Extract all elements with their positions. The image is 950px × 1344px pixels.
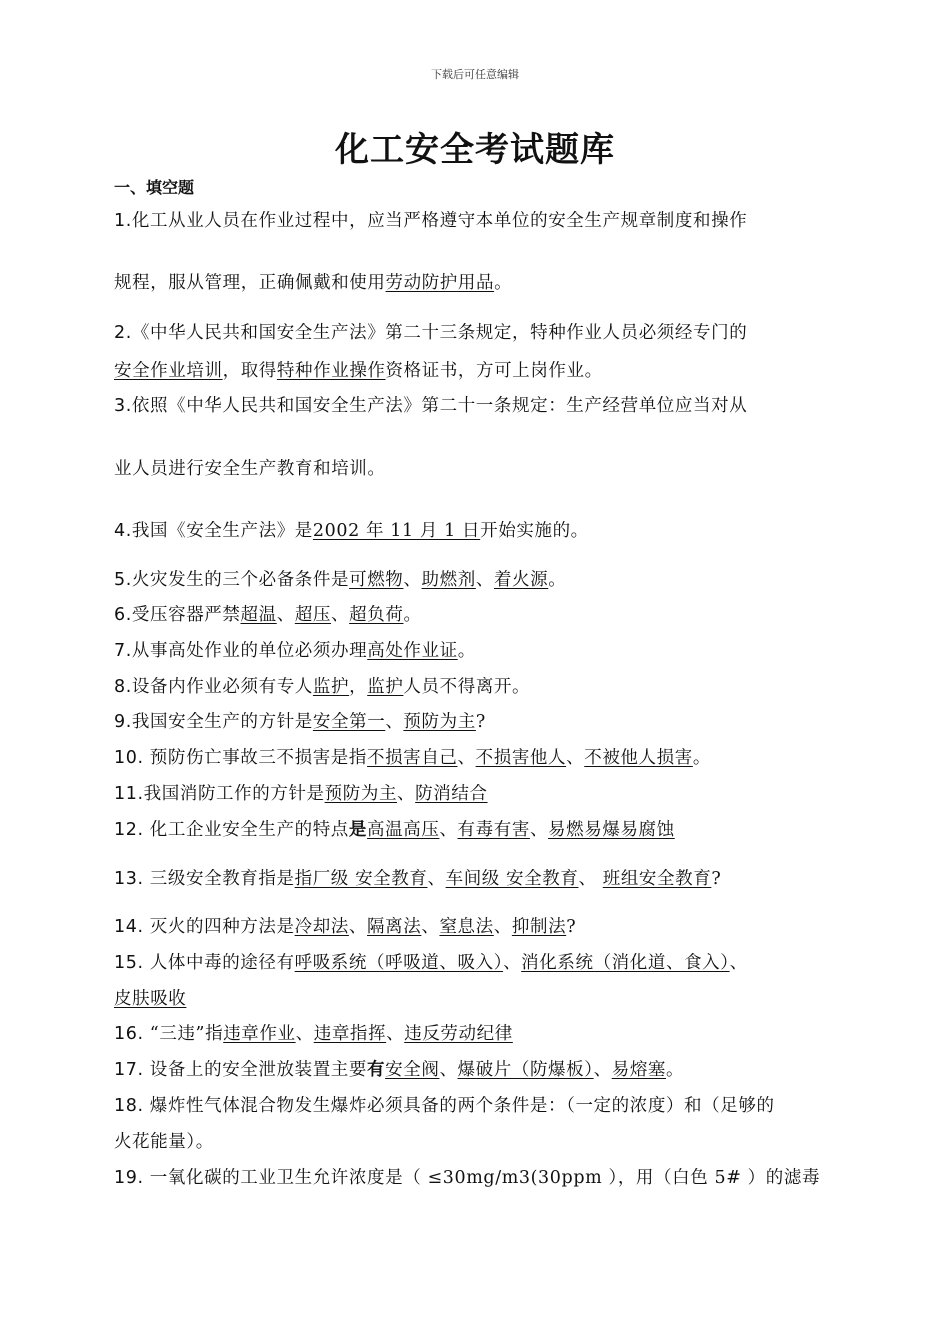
answer-text: 不损害他人 <box>475 748 567 768</box>
text-line <box>114 602 844 628</box>
answer-text: 监护 <box>312 677 350 697</box>
question-number: 13. <box>114 869 144 889</box>
text-line <box>114 914 844 940</box>
line-text: 受压容器严禁 <box>131 605 241 625</box>
question-number: 5. <box>114 570 132 590</box>
line-text: 《中华人民共和国安全生产法》第二十三条规定，特种作业人员必须经专门的 <box>131 323 748 343</box>
text-line <box>114 518 844 544</box>
question-number: 12. <box>114 820 144 840</box>
line-text: 我国消防工作的方针是 <box>143 784 325 804</box>
answer-text: 高温高压 <box>367 820 440 840</box>
text-line <box>114 1093 844 1119</box>
answer-text: 防消结合 <box>415 784 488 804</box>
answer-text: 着火源 <box>493 570 549 590</box>
line-text: 。 <box>692 748 711 768</box>
answer-text: 不被他人损害 <box>584 748 693 768</box>
answer-text: 易燃易爆易腐蚀 <box>548 820 675 840</box>
answer-text: 可燃物 <box>349 570 404 590</box>
line-text: 、 <box>439 1060 458 1080</box>
line-text: 、 <box>729 953 748 973</box>
line-text: 、 <box>578 869 603 889</box>
line-text: 我国《安全生产法》是 <box>131 521 313 541</box>
question-number: 11. <box>114 784 144 804</box>
line-text: ? <box>475 712 486 732</box>
line-text: 我国安全生产的方针是 <box>131 712 313 732</box>
text-line <box>114 638 844 664</box>
line-text: 人员不得离开。 <box>403 677 531 697</box>
text-line <box>114 817 844 843</box>
answer-text: 呼吸系统（呼吸道、吸入） <box>294 953 504 973</box>
answer-text: 皮肤吸收 <box>114 989 187 1009</box>
line-text: 、 <box>403 570 422 590</box>
question-number: 18. <box>114 1096 144 1116</box>
answer-text: 指厂级 安全教育 <box>294 869 428 889</box>
line-text: 火灾发生的三个必备条件是 <box>131 570 350 590</box>
text-line <box>114 1057 844 1083</box>
question-number: 15. <box>114 953 144 973</box>
text-line <box>114 208 844 234</box>
question-number: 9. <box>114 712 132 732</box>
question-number: 17. <box>114 1060 144 1080</box>
line-text: 。 <box>457 641 476 661</box>
line-text: 、 <box>331 605 350 625</box>
question-number: 4. <box>114 521 132 541</box>
answer-text: 车间级 安全教育 <box>445 869 579 889</box>
answer-text: 冷却法 <box>294 917 349 937</box>
answer-text: 爆破片（防爆板） <box>457 1060 594 1080</box>
section-heading: 一、填空题 <box>114 178 195 197</box>
line-text: 爆炸性气体混合物发生爆炸必须具备的两个条件是：（一定的浓度）和（足够的 <box>143 1096 775 1116</box>
line-text: 。 <box>403 605 422 625</box>
text-line <box>114 866 844 892</box>
page-header: 下载后可任意编辑 <box>431 68 519 81</box>
line-text: 一氧化碳的工业卫生允许浓度是（ ≤30mg/m3(30ppm ），用（白色 5# ）的滤毒 <box>143 1168 821 1188</box>
question-number: 14. <box>114 917 144 937</box>
answer-text: 安全阀 <box>385 1060 440 1080</box>
text-line <box>114 745 844 771</box>
answer-text: 班组安全教育 <box>602 869 712 889</box>
line-text: 设备上的安全泄放装置主要 <box>143 1060 368 1080</box>
answer-text: 预防为主 <box>403 712 476 732</box>
line-text: 、 <box>427 869 446 889</box>
line-text: 、 <box>276 605 295 625</box>
line-text: 规程，服从管理，正确佩戴和使用 <box>114 273 386 293</box>
line-text: 、 <box>493 917 512 937</box>
answer-text: 超温 <box>240 605 277 625</box>
answer-text: 抑制法 <box>511 917 567 937</box>
line-text: 、 <box>457 748 476 768</box>
answer-text: 高处作业证 <box>367 641 458 661</box>
question-number: 7. <box>114 641 132 661</box>
answer-text: 违反劳动纪律 <box>404 1024 513 1044</box>
document-title: 化工安全考试题库 <box>335 130 615 170</box>
question-number: 19. <box>114 1168 144 1188</box>
text-line <box>114 320 844 346</box>
text-line <box>114 781 844 807</box>
text-line <box>114 270 844 296</box>
text-line <box>114 393 844 419</box>
line-text: 、 <box>295 1024 314 1044</box>
line-text: 。 <box>548 570 567 590</box>
answer-text: 超压 <box>294 605 332 625</box>
text-line <box>114 1021 844 1047</box>
text-line <box>114 456 844 482</box>
line-text: 。 <box>494 273 513 293</box>
line-text: 、 <box>475 570 494 590</box>
line-text: ，取得 <box>222 361 277 381</box>
text-line <box>114 567 844 593</box>
line-text: 、 <box>386 1024 405 1044</box>
line-text: “三违”指 <box>143 1024 224 1044</box>
line-text: ? <box>566 917 577 937</box>
answer-text: 监护 <box>367 677 404 697</box>
answer-text: 安全第一 <box>312 712 386 732</box>
line-text: 预防伤亡事故三不损害是指 <box>143 748 368 768</box>
question-number: 1. <box>114 211 132 231</box>
answer-text: 有毒有害 <box>457 820 530 840</box>
answer-text: 劳动防护用品 <box>385 273 495 293</box>
answer-text: 不损害自己 <box>367 748 458 768</box>
line-text: 、 <box>503 953 522 973</box>
question-number: 16. <box>114 1024 144 1044</box>
text-line <box>114 986 844 1012</box>
line-text: 化工企业安全生产的特点 <box>143 820 349 840</box>
line-text: 、 <box>593 1060 612 1080</box>
answer-text: 2002 年 11 月 1 日 <box>312 521 481 541</box>
line-text: 、 <box>397 784 416 804</box>
answer-text: 超负荷 <box>349 605 404 625</box>
answer-text: 特种作业操作 <box>276 361 386 381</box>
text-line <box>114 1165 844 1191</box>
question-number: 10. <box>114 748 144 768</box>
answer-text: 易熔塞 <box>611 1060 667 1080</box>
text-line <box>114 1129 844 1155</box>
line-text: 、 <box>421 917 440 937</box>
answer-text: 违章作业 <box>223 1024 296 1044</box>
line-text: 是 <box>348 820 368 840</box>
answer-text: 消化系统（消化道、食入） <box>521 953 730 973</box>
answer-text: 隔离法 <box>367 917 422 937</box>
question-number: 2. <box>114 323 132 343</box>
line-text: 、 <box>529 820 549 840</box>
question-number: 8. <box>114 677 132 697</box>
line-text: 开始实施的。 <box>480 521 589 541</box>
line-text: 、 <box>566 748 585 768</box>
text-line <box>114 709 844 735</box>
line-text: 灭火的四种方法是 <box>143 917 295 937</box>
line-text: 有 <box>367 1060 386 1080</box>
answer-text: 安全作业培训 <box>114 361 223 381</box>
text-line <box>114 358 844 384</box>
line-text: 、 <box>348 917 368 937</box>
answer-text: 助燃剂 <box>421 570 476 590</box>
line-text: 。 <box>666 1060 685 1080</box>
line-text: 三级安全教育指是 <box>143 869 295 889</box>
line-text: ? <box>711 869 722 889</box>
line-text: ， <box>349 677 368 697</box>
text-line <box>114 950 844 976</box>
question-number: 3. <box>114 396 132 416</box>
line-text: 资格证书，方可上岗作业。 <box>385 361 603 381</box>
line-text: 从事高处作业的单位必须办理 <box>131 641 368 661</box>
line-text: 、 <box>439 820 458 840</box>
text-line <box>114 674 844 700</box>
answer-text: 窒息法 <box>439 917 494 937</box>
answer-text: 违章指挥 <box>313 1024 387 1044</box>
answer-text: 预防为主 <box>324 784 398 804</box>
line-text: 业人员进行安全生产教育和培训。 <box>114 459 386 479</box>
question-number: 6. <box>114 605 132 625</box>
line-text: 、 <box>385 712 404 732</box>
line-text: 人体中毒的途径有 <box>143 953 295 973</box>
line-text: 依照《中华人民共和国安全生产法》第二十一条规定：生产经营单位应当对从 <box>131 396 748 416</box>
line-text: 设备内作业必须有专人 <box>131 677 313 697</box>
line-text: 火花能量）。 <box>114 1132 214 1152</box>
line-text: 化工从业人员在作业过程中，应当严格遵守本单位的安全生产规章制度和操作 <box>131 211 748 231</box>
